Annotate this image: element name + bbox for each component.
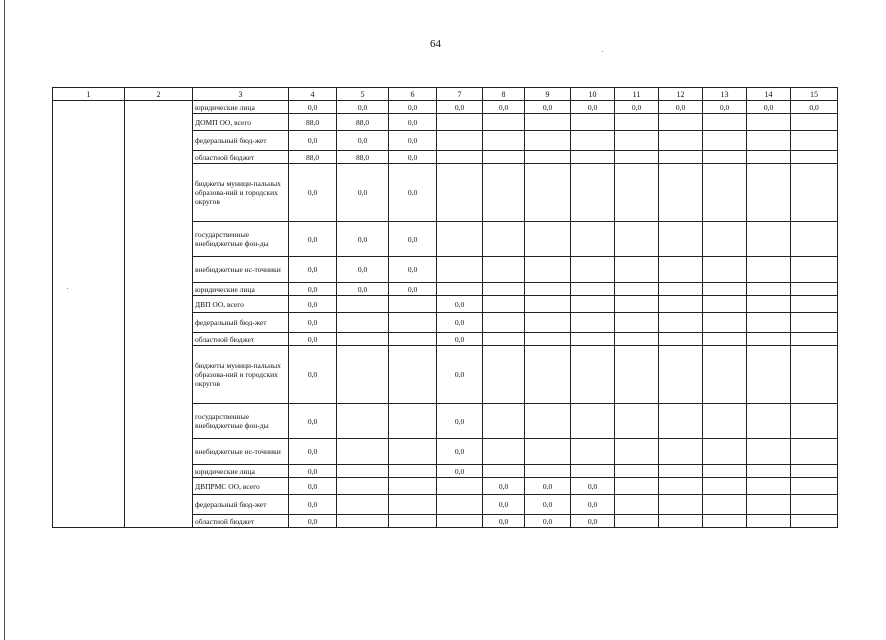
value-cell: 0,0: [659, 101, 703, 114]
column-header: 9: [525, 88, 571, 101]
value-cell: [437, 222, 483, 257]
value-cell: [703, 222, 747, 257]
value-cell: [615, 346, 659, 404]
merged-cell-col2: [125, 101, 193, 528]
value-cell: [389, 465, 437, 478]
row-label: государственные внебюджетные фон-ды: [193, 222, 289, 257]
value-cell: 88,0: [289, 114, 337, 131]
value-cell: [337, 495, 389, 515]
value-cell: [483, 131, 525, 151]
column-header: 7: [437, 88, 483, 101]
value-cell: 0,0: [571, 478, 615, 495]
value-cell: [389, 313, 437, 333]
value-cell: [525, 404, 571, 439]
value-cell: 0,0: [483, 101, 525, 114]
column-header: 10: [571, 88, 615, 101]
row-label: областной бюджет: [193, 333, 289, 346]
value-cell: [791, 515, 838, 528]
value-cell: [389, 346, 437, 404]
column-header: 11: [615, 88, 659, 101]
value-cell: 0,0: [289, 404, 337, 439]
value-cell: 0,0: [337, 283, 389, 296]
value-cell: [747, 495, 791, 515]
value-cell: [437, 283, 483, 296]
value-cell: 0,0: [289, 222, 337, 257]
value-cell: 0,0: [289, 495, 337, 515]
value-cell: 0,0: [289, 283, 337, 296]
row-label: юридические лица: [193, 283, 289, 296]
value-cell: [703, 439, 747, 465]
value-cell: [337, 333, 389, 346]
value-cell: [615, 257, 659, 283]
value-cell: [525, 283, 571, 296]
value-cell: [571, 465, 615, 478]
page-number: 64: [430, 38, 441, 50]
value-cell: [747, 257, 791, 283]
value-cell: 0,0: [571, 515, 615, 528]
value-cell: 0,0: [437, 465, 483, 478]
row-label: областной бюджет: [193, 515, 289, 528]
value-cell: 0,0: [437, 296, 483, 313]
value-cell: 0,0: [483, 515, 525, 528]
value-cell: [615, 515, 659, 528]
value-cell: [659, 404, 703, 439]
value-cell: 0,0: [389, 222, 437, 257]
value-cell: 0,0: [437, 439, 483, 465]
table-header-row: [53, 88, 838, 101]
value-cell: [659, 114, 703, 131]
value-cell: [791, 465, 838, 478]
value-cell: [659, 313, 703, 333]
value-cell: [437, 164, 483, 222]
column-header: 4: [289, 88, 337, 101]
value-cell: [483, 151, 525, 164]
column-header: 3: [193, 88, 289, 101]
value-cell: 0,0: [389, 151, 437, 164]
value-cell: 0,0: [289, 465, 337, 478]
value-cell: 0,0: [289, 478, 337, 495]
value-cell: [747, 404, 791, 439]
value-cell: [659, 283, 703, 296]
value-cell: 0,0: [437, 313, 483, 333]
value-cell: [747, 283, 791, 296]
value-cell: [703, 296, 747, 313]
value-cell: [571, 296, 615, 313]
value-cell: [437, 257, 483, 283]
value-cell: [747, 151, 791, 164]
value-cell: [791, 296, 838, 313]
column-header: 8: [483, 88, 525, 101]
value-cell: [659, 465, 703, 478]
value-cell: [389, 333, 437, 346]
row-label: юридические лица: [193, 465, 289, 478]
value-cell: [703, 257, 747, 283]
value-cell: [615, 333, 659, 346]
value-cell: [703, 333, 747, 346]
value-cell: [525, 164, 571, 222]
table-row: [53, 101, 838, 114]
value-cell: [483, 439, 525, 465]
value-cell: [615, 439, 659, 465]
value-cell: [703, 164, 747, 222]
column-header: 14: [747, 88, 791, 101]
row-label: федеральный бюд-жет: [193, 313, 289, 333]
value-cell: 0,0: [525, 101, 571, 114]
value-cell: [703, 515, 747, 528]
value-cell: [525, 465, 571, 478]
value-cell: [659, 131, 703, 151]
value-cell: [615, 114, 659, 131]
value-cell: 0,0: [289, 346, 337, 404]
value-cell: [659, 515, 703, 528]
value-cell: [791, 346, 838, 404]
value-cell: [571, 439, 615, 465]
value-cell: [525, 333, 571, 346]
value-cell: [659, 346, 703, 404]
value-cell: [525, 439, 571, 465]
value-cell: [703, 151, 747, 164]
value-cell: [437, 114, 483, 131]
value-cell: [571, 151, 615, 164]
value-cell: [525, 257, 571, 283]
value-cell: [703, 313, 747, 333]
value-cell: [791, 495, 838, 515]
row-label: государственные внебюджетные фон-ды: [193, 404, 289, 439]
value-cell: [659, 257, 703, 283]
value-cell: [483, 404, 525, 439]
column-header: 15: [791, 88, 838, 101]
value-cell: 0,0: [525, 478, 571, 495]
scan-left-edge-line: [4, 0, 5, 640]
row-label: бюджеты муници-пальных образова-ний и городских округов: [193, 164, 289, 222]
value-cell: [659, 439, 703, 465]
value-cell: [525, 151, 571, 164]
value-cell: [791, 313, 838, 333]
value-cell: [571, 404, 615, 439]
value-cell: [525, 222, 571, 257]
value-cell: [337, 296, 389, 313]
value-cell: [791, 222, 838, 257]
value-cell: 0,0: [389, 283, 437, 296]
value-cell: 0,0: [437, 404, 483, 439]
value-cell: [747, 515, 791, 528]
value-cell: 0,0: [389, 164, 437, 222]
value-cell: [571, 222, 615, 257]
row-label: областной бюджет: [193, 151, 289, 164]
value-cell: [571, 313, 615, 333]
value-cell: [483, 296, 525, 313]
value-cell: [791, 257, 838, 283]
value-cell: 0,0: [571, 495, 615, 515]
value-cell: [437, 495, 483, 515]
value-cell: 0,0: [289, 257, 337, 283]
row-label: федеральный бюд-жет: [193, 495, 289, 515]
value-cell: 0,0: [389, 131, 437, 151]
value-cell: 0,0: [747, 101, 791, 114]
value-cell: [659, 333, 703, 346]
value-cell: [791, 151, 838, 164]
row-label: юридические лица: [193, 101, 289, 114]
value-cell: 0,0: [337, 257, 389, 283]
column-header: 2: [125, 88, 193, 101]
value-cell: 0,0: [703, 101, 747, 114]
value-cell: 0,0: [289, 333, 337, 346]
row-label: ДОМП ОО, всего: [193, 114, 289, 131]
value-cell: [791, 283, 838, 296]
value-cell: [525, 296, 571, 313]
scan-speck: [602, 51, 603, 52]
value-cell: [747, 346, 791, 404]
value-cell: [703, 478, 747, 495]
value-cell: [483, 346, 525, 404]
value-cell: [703, 404, 747, 439]
value-cell: [615, 478, 659, 495]
value-cell: [703, 465, 747, 478]
value-cell: 0,0: [437, 333, 483, 346]
value-cell: 0,0: [389, 257, 437, 283]
value-cell: [571, 283, 615, 296]
value-cell: [525, 313, 571, 333]
value-cell: 0,0: [525, 495, 571, 515]
value-cell: [483, 283, 525, 296]
value-cell: [747, 465, 791, 478]
value-cell: [747, 131, 791, 151]
row-label: бюджеты муници-пальных образова-ний и городских округов: [193, 346, 289, 404]
value-cell: [337, 313, 389, 333]
value-cell: 0,0: [289, 439, 337, 465]
value-cell: [703, 131, 747, 151]
value-cell: [659, 164, 703, 222]
value-cell: [659, 296, 703, 313]
value-cell: [437, 478, 483, 495]
value-cell: 0,0: [615, 101, 659, 114]
value-cell: [615, 313, 659, 333]
value-cell: [747, 313, 791, 333]
value-cell: [483, 313, 525, 333]
value-cell: 0,0: [389, 114, 437, 131]
column-header: 1: [53, 88, 125, 101]
value-cell: 0,0: [437, 101, 483, 114]
value-cell: [571, 131, 615, 151]
value-cell: 0,0: [389, 101, 437, 114]
value-cell: [747, 222, 791, 257]
value-cell: [703, 346, 747, 404]
value-cell: [437, 131, 483, 151]
value-cell: [747, 478, 791, 495]
value-cell: [571, 164, 615, 222]
value-cell: [659, 151, 703, 164]
value-cell: [659, 222, 703, 257]
value-cell: 0,0: [337, 164, 389, 222]
value-cell: 0,0: [289, 164, 337, 222]
value-cell: [791, 439, 838, 465]
value-cell: [337, 439, 389, 465]
value-cell: [615, 151, 659, 164]
row-label: ДВПРМС ОО, всего: [193, 478, 289, 495]
value-cell: [389, 495, 437, 515]
value-cell: [389, 478, 437, 495]
value-cell: [483, 333, 525, 346]
value-cell: [615, 222, 659, 257]
value-cell: [659, 495, 703, 515]
value-cell: 0,0: [483, 495, 525, 515]
value-cell: 0,0: [525, 515, 571, 528]
row-label: внебюджетные ис-точники: [193, 439, 289, 465]
value-cell: [389, 515, 437, 528]
value-cell: [615, 164, 659, 222]
value-cell: [525, 346, 571, 404]
value-cell: [571, 257, 615, 283]
value-cell: 0,0: [337, 222, 389, 257]
value-cell: [703, 114, 747, 131]
column-header: 5: [337, 88, 389, 101]
value-cell: [483, 465, 525, 478]
value-cell: 0,0: [483, 478, 525, 495]
value-cell: [389, 439, 437, 465]
value-cell: [483, 164, 525, 222]
value-cell: [337, 465, 389, 478]
value-cell: 0,0: [437, 346, 483, 404]
value-cell: [437, 515, 483, 528]
value-cell: [437, 151, 483, 164]
value-cell: 0,0: [289, 101, 337, 114]
value-cell: [337, 478, 389, 495]
value-cell: [747, 296, 791, 313]
value-cell: 0,0: [571, 101, 615, 114]
value-cell: [483, 222, 525, 257]
value-cell: 88,0: [337, 114, 389, 131]
value-cell: [525, 114, 571, 131]
value-cell: [703, 283, 747, 296]
row-label: ДВП ОО, всего: [193, 296, 289, 313]
value-cell: [747, 114, 791, 131]
value-cell: [747, 439, 791, 465]
value-cell: [525, 131, 571, 151]
value-cell: [483, 114, 525, 131]
value-cell: [389, 296, 437, 313]
value-cell: 0,0: [791, 101, 838, 114]
value-cell: 88,0: [289, 151, 337, 164]
value-cell: [615, 404, 659, 439]
value-cell: 0,0: [289, 131, 337, 151]
row-label: внебюджетные ис-точники: [193, 257, 289, 283]
row-label: федеральный бюд-жет: [193, 131, 289, 151]
value-cell: [337, 404, 389, 439]
value-cell: [791, 478, 838, 495]
value-cell: [571, 114, 615, 131]
budget-table: [52, 87, 838, 528]
value-cell: [483, 257, 525, 283]
value-cell: [747, 164, 791, 222]
value-cell: [615, 495, 659, 515]
column-header: 12: [659, 88, 703, 101]
merged-cell-col1: [53, 101, 125, 528]
value-cell: [389, 404, 437, 439]
value-cell: 88,0: [337, 151, 389, 164]
value-cell: [615, 131, 659, 151]
value-cell: [615, 283, 659, 296]
value-cell: [703, 495, 747, 515]
value-cell: [791, 114, 838, 131]
column-header: 6: [389, 88, 437, 101]
value-cell: [337, 346, 389, 404]
value-cell: [571, 333, 615, 346]
value-cell: [791, 404, 838, 439]
value-cell: [615, 465, 659, 478]
value-cell: [791, 333, 838, 346]
value-cell: 0,0: [289, 313, 337, 333]
value-cell: [791, 164, 838, 222]
value-cell: [571, 346, 615, 404]
value-cell: 0,0: [337, 101, 389, 114]
value-cell: [337, 515, 389, 528]
value-cell: [615, 296, 659, 313]
value-cell: [747, 333, 791, 346]
column-header: 13: [703, 88, 747, 101]
value-cell: 0,0: [337, 131, 389, 151]
value-cell: [659, 478, 703, 495]
value-cell: [791, 131, 838, 151]
value-cell: 0,0: [289, 515, 337, 528]
value-cell: 0,0: [289, 296, 337, 313]
